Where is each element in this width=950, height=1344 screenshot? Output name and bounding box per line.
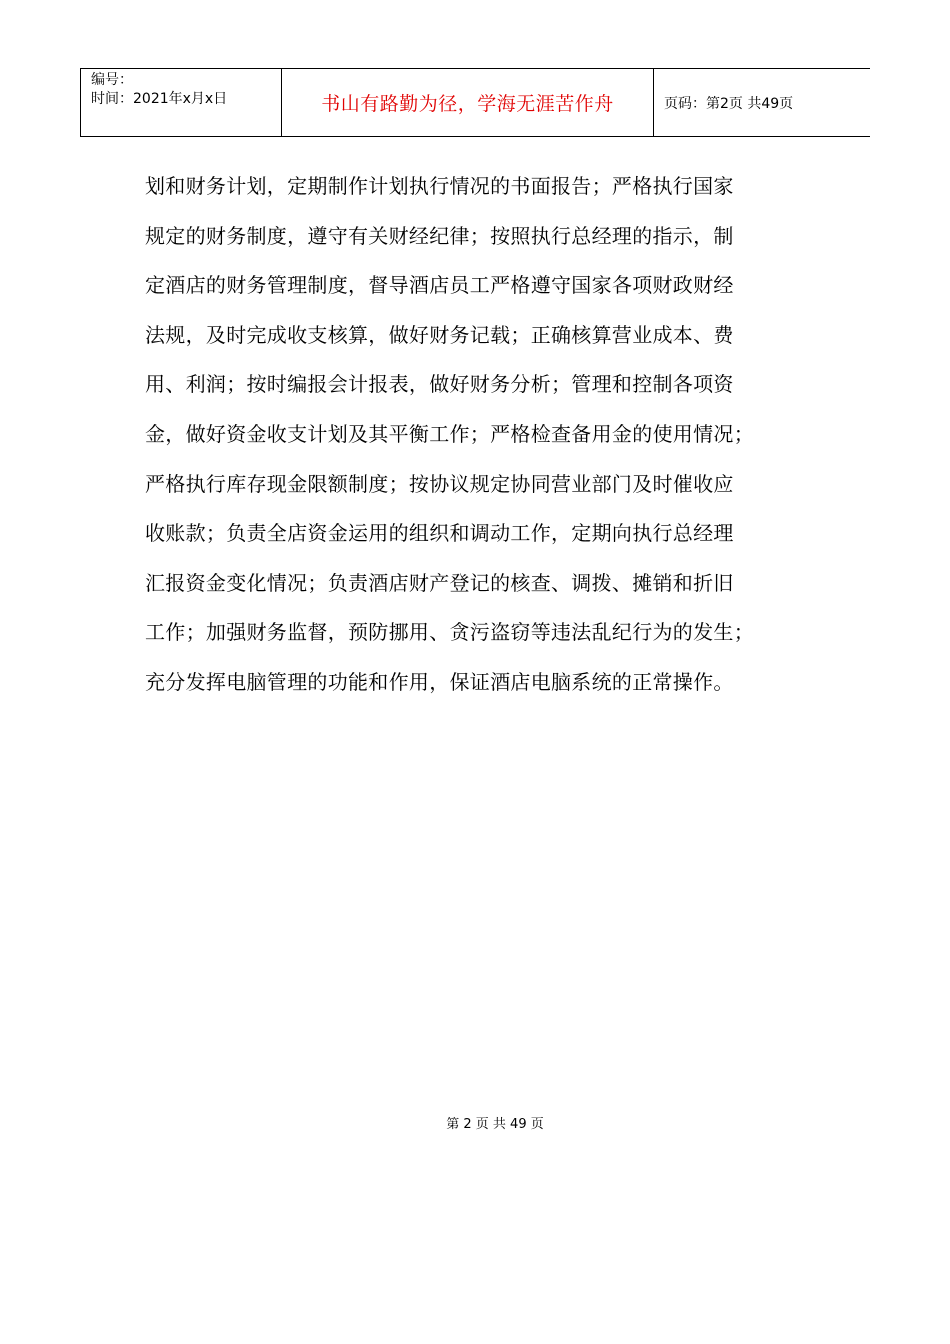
body-line: 收账款；负责全店资金运用的组织和调动工作，定期向执行总经理 (145, 521, 734, 546)
body-line: 金，做好资金收支计划及其平衡工作；严格检查备用金的使用情况； (145, 421, 754, 446)
body-paragraph (145, 162, 835, 708)
body-line: 汇报资金变化情况；负责酒店财产登记的核查、调拨、摊销和折旧 (145, 570, 734, 595)
body-line: 划和财务计划，定期制作计划执行情况的书面报告；严格执行国家 (145, 174, 734, 198)
body-line: 法规，及时完成收支核算，做好财务记载；正确核算营业成本、费 (145, 322, 734, 347)
page-footer: 第 2 页 共 49 页 (446, 1117, 544, 1132)
body-line: 严格执行库存现金限额制度；按协议规定协同营业部门及时催收应 (145, 471, 734, 496)
header-page-info: 页码：第2页 共49页 (664, 95, 794, 112)
page-header (80, 68, 870, 137)
time-label: 时间：2021年x月x日 (91, 91, 228, 107)
body-line: 定酒店的财务管理制度，督导酒店员工严格遵守国家各项财政财经 (145, 273, 734, 298)
body-line: 充分发挥电脑管理的功能和作用，保证酒店电脑系统的正常操作。 (145, 669, 734, 694)
header-motto: 书山有路勤为径，学海无涯苦作舟 (282, 69, 654, 136)
body-line: 规定的财务制度，遵守有关财经纪律；按照执行总经理的指示，制 (145, 223, 734, 248)
header-meta-cell (80, 69, 282, 136)
number-label: 编号： (91, 72, 133, 88)
body-line: 工作；加强财务监督，预防挪用、贪污盗窃等违法乱纪行为的发生； (145, 620, 754, 645)
body-line: 用、利润；按时编报会计报表，做好财务分析；管理和控制各项资 (145, 372, 734, 397)
